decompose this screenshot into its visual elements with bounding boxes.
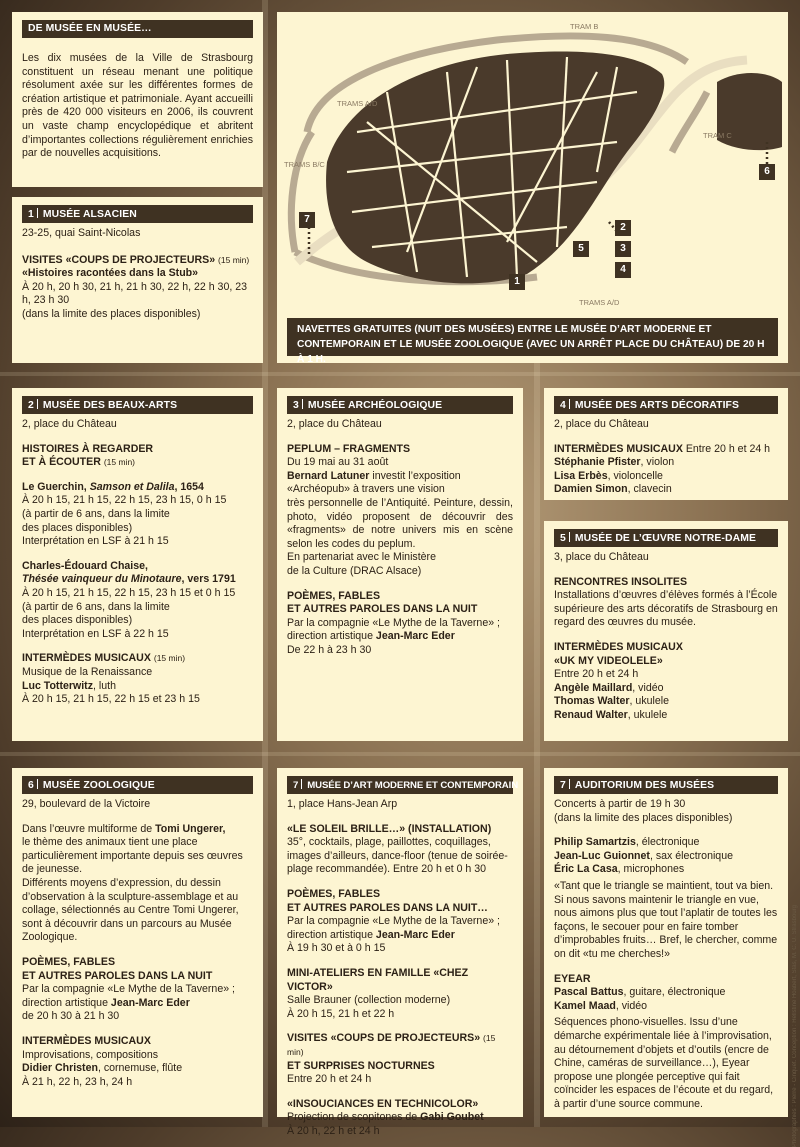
- m3-h1: PEPLUM – FRAGMENTS: [287, 442, 411, 455]
- m2-h2: INTERMÈDES MUSICAUX: [22, 652, 151, 665]
- m2-w2-artist: Charles-Édouard Chaise,: [22, 559, 148, 572]
- m3-director: Jean-Marc Eder: [375, 630, 455, 643]
- m7b-intro1: Concerts à partir de 19 h 30: [554, 798, 686, 810]
- museum-7-modern-number: 7: [293, 780, 299, 791]
- m3-partner2: de la Culture (DRAC Alsace): [287, 564, 422, 577]
- m5-desc: Installations d’œuvres d’élèves formés à l’École supérieure des arts décoratifs de Strasbourg en regard des œuvres du musée.: [554, 589, 778, 629]
- m7a-h4b: ET SURPRISES NOCTURNES: [287, 1059, 435, 1072]
- m7b-p3: Éric La Casa: [554, 863, 618, 876]
- m7a-times2: À 19 h 30 et à 0 h 15: [287, 942, 386, 955]
- m6-d3: Différents moyens d’expression, du dessin d’observation à la sculpture-assemblage et au collage, sélectionnés au Centre Tomi Ungerer, sont à découvrir dans un parcours au Musée Zoologique.: [22, 876, 239, 944]
- m5-p2: Thomas Walter: [554, 695, 630, 708]
- m2-music: Musique de la Renaissance: [22, 665, 153, 678]
- m7a-h1: «LE SOLEIL BRILLE…» (INSTALLATION): [287, 822, 492, 835]
- museum-5-header: [554, 529, 778, 547]
- m5-p2-role: , ukulele: [629, 695, 670, 708]
- m6-h1a: POÈMES, FABLES: [22, 955, 116, 968]
- m5-h1: RENCONTRES INSOLITES: [554, 575, 688, 588]
- intro-panel: [12, 12, 263, 187]
- museum-7-auditorium-header: [554, 776, 778, 794]
- m2-w1-artist: Le Guerchin,: [22, 480, 87, 493]
- m7a-times3: À 20 h 15, 21 h et 22 h: [287, 1007, 395, 1020]
- museum-7-auditorium-panel: [544, 768, 788, 1117]
- m7a-dir-label: direction artistique: [287, 928, 376, 941]
- m2-h2-duration: (15 min): [153, 653, 186, 664]
- m7a-times5: À 20 h, 22 h et 24 h: [287, 1124, 380, 1137]
- museum-3-address: 2, place du Château: [287, 418, 382, 430]
- m5-p3: Renaud Walter: [554, 708, 628, 721]
- m2-w2-note1: (à partir de 6 ans, dans la limite: [22, 600, 170, 613]
- museum-1-address: 23-25, quai Saint-Nicolas: [22, 227, 141, 239]
- m4-p1-role: , violon: [640, 456, 675, 469]
- m2-w2-note2: des places disponibles): [22, 614, 133, 627]
- museum-1-panel: [12, 197, 263, 363]
- museum-4-number: 4: [560, 400, 566, 411]
- m7a-h2a: POÈMES, FABLES: [287, 887, 381, 900]
- m2-w2-year: , vers 1791: [181, 573, 236, 586]
- map-marker-6: 6: [759, 164, 775, 180]
- bg-column: [534, 360, 540, 1127]
- museum-5-number: 5: [560, 533, 566, 544]
- m2-w1-year: , 1654: [174, 480, 204, 493]
- m7b-p3-role: , microphones: [617, 863, 685, 876]
- m7b-q2: Kamel Maad: [554, 999, 616, 1012]
- m7a-director: Jean-Marc Eder: [375, 928, 455, 941]
- m6-music-times: À 21 h, 22 h, 23 h, 24 h: [22, 1075, 133, 1088]
- m6-performer: Didier Christen: [22, 1062, 98, 1075]
- m6-company: Par la compagnie «Le Mythe de la Taverne» ;: [22, 983, 235, 996]
- m7a-h3: MINI-ATELIERS EN FAMILLE «CHEZ VICTOR»: [287, 966, 469, 993]
- m3-dir-label: direction artistique: [287, 630, 376, 643]
- m7a-h4-duration: (15 min): [287, 1033, 496, 1057]
- m2-performer: Luc Totterwitz: [22, 679, 94, 692]
- m6-dir-label: direction artistique: [22, 996, 111, 1009]
- m7a-company: Par la compagnie «Le Mythe de la Taverne» ;: [287, 915, 500, 928]
- m7b-intro2: (dans la limite des places disponibles): [554, 811, 733, 824]
- m3-company: Par la compagnie «Le Mythe de la Taverne» ;: [287, 616, 500, 629]
- museum-1-number: 1: [28, 209, 34, 220]
- museum-5-address: 3, place du Château: [554, 551, 649, 563]
- m7b-p1: Philip Samartzis: [554, 836, 636, 849]
- m7a-d5-name: Gabi Goubet: [420, 1111, 484, 1124]
- m2-h1-duration: (15 min): [103, 457, 136, 468]
- museum-1-header: [22, 205, 253, 223]
- intro-text: Les dix musées de la Ville de Strasbourg constituent un réseau menant une politique résolument axée sur les différentes formes de création artistique et patrimoniale. Ayant accueilli près de 420 000 visiteurs en 2006, ils couvrent un vaste champ encyclopédique et abritent d’importantes collections régulièrement enrichies par de nouvelles acquisitions.: [22, 52, 253, 160]
- m5-p1: Angèle Maillard: [554, 681, 633, 694]
- m4-h1: INTERMÈDES MUSICAUX: [554, 442, 683, 455]
- m3-h2b: ET AUTRES PAROLES DANS LA NUIT: [287, 603, 478, 616]
- m2-w1-note1: (à partir de 6 ans, dans la limite: [22, 507, 170, 520]
- m6-h1b: ET AUTRES PAROLES DANS LA NUIT: [22, 969, 213, 982]
- m1-visit-subtitle: «Histoires racontées dans la Stub»: [22, 267, 199, 280]
- museum-7-modern-panel: [277, 768, 523, 1137]
- museum-7-modern-address: 1, place Hans-Jean Arp: [287, 798, 398, 810]
- m3-partner1: En partenariat avec le Ministère: [287, 551, 436, 564]
- m5-p3-role: , ukulele: [627, 708, 668, 721]
- museum-7-auditorium-number: 7: [560, 780, 566, 791]
- m6-d1-name: Tomi Ungerer,: [155, 822, 226, 835]
- m7b-p2-role: , sax électronique: [649, 849, 733, 862]
- m6-d2: le thème des animaux tient une place particulièrement importante depuis ses œuvres de jeunesse.: [22, 836, 243, 876]
- museum-7-auditorium-title: AUDITORIUM DES MUSÉES: [574, 780, 715, 791]
- map-marker-7: 7: [299, 212, 315, 228]
- museum-2-title: MUSÉE DES BEAUX-ARTS: [42, 400, 178, 411]
- m2-performer-role: , luth: [93, 679, 116, 692]
- m2-h1b: ET À ÉCOUTER: [22, 456, 101, 469]
- bg-beam: [0, 372, 800, 376]
- m6-h2: INTERMÈDES MUSICAUX: [22, 1034, 151, 1047]
- museum-2-address: 2, place du Château: [22, 418, 117, 430]
- museum-3-header: [287, 396, 513, 414]
- museum-1-title: MUSÉE ALSACIEN: [42, 209, 137, 220]
- m2-w2-lsf: Interprétation en LSF à 22 h 15: [22, 627, 169, 640]
- m5-h2b: «UK MY VIDEOLELE»: [554, 654, 663, 667]
- museum-3-title: MUSÉE ARCHÉOLOGIQUE: [307, 400, 443, 411]
- map-marker-5: 5: [573, 241, 589, 257]
- museum-4-address: 2, place du Château: [554, 418, 649, 430]
- m4-p3-role: , clavecin: [627, 483, 672, 496]
- m7a-h4a: VISITES «COUPS DE PROJECTEURS»: [287, 1032, 481, 1045]
- bg-beam: [0, 752, 800, 756]
- m7b-q1: Pascal Battus: [554, 986, 624, 999]
- m7a-d1: 35°, cocktails, plage, paillottes, coquillages, images d’ailleurs, dance-floor (tenue de soirée-plage recommandée). Entre 20 h et 0 h 30: [287, 836, 508, 876]
- m6-music: Improvisations, compositions: [22, 1048, 159, 1061]
- m1-times: À 20 h, 20 h 30, 21 h, 21 h 30, 22 h, 22 h 30, 23 h, 23 h 30: [22, 280, 248, 307]
- m3-dates: Du 19 mai au 31 août: [287, 456, 389, 469]
- label-tram-b: TRAM B: [570, 22, 599, 31]
- museum-4-panel: [544, 388, 788, 500]
- intro-title: DE MUSÉE EN MUSÉE…: [22, 20, 253, 38]
- m4-p2: Lisa Erbès: [554, 469, 608, 482]
- photo-credit: Photographies : Pierre - Cinquet. Conception : Hellstine Hoabert, Stas, M. C. U. Strasbourg: [792, 905, 798, 1147]
- m7a-d5: Projection de scopitones de: [287, 1111, 421, 1124]
- map-marker-3: 3: [615, 241, 631, 257]
- m2-w2-times: À 20 h 15, 21 h 15, 22 h 15, 23 h 15 et 0 h 15: [22, 586, 236, 599]
- museum-3-panel: [277, 388, 523, 741]
- m2-music-times: À 20 h 15, 21 h 15, 22 h 15 et 23 h 15: [22, 693, 200, 706]
- label-trams-bc: TRAMS B/C: [284, 160, 325, 169]
- museum-6-number: 6: [28, 780, 34, 791]
- m1-visit-duration: (15 min): [218, 254, 250, 265]
- m2-h1a: HISTOIRES À REGARDER: [22, 442, 154, 455]
- m3-times: De 22 h à 23 h 30: [287, 643, 372, 656]
- m4-p1: Stéphanie Pfister: [554, 456, 641, 469]
- label-trams-ad-bottom: TRAMS A/D: [579, 298, 620, 307]
- city-map: [277, 12, 788, 312]
- m7b-quote: «Tant que le triangle se maintient, tout va bien. Si nous savons maintenir le triangle en vue, nous aimons plus que tout l’aplatir de toutes les façons, le secouer pour en faire tomber d’improbables fruits… Bref, le chercher, comme on dit «tu me cherches!»: [554, 879, 778, 960]
- museum-7-modern-header: [287, 776, 519, 794]
- m1-note: (dans la limite des places disponibles): [22, 307, 201, 320]
- map-marker-1: 1: [509, 274, 525, 290]
- museum-7-modern-title: MUSÉE D’ART MODERNE ET CONTEMPORAIN: [307, 780, 519, 791]
- m3-h2a: POÈMES, FABLES: [287, 589, 381, 602]
- m4-p2-role: , violoncelle: [607, 469, 663, 482]
- m7b-p1-role: , électronique: [635, 836, 700, 849]
- m2-w2-title: Thésée vainqueur du Minotaure: [22, 573, 182, 586]
- m3-desc1: investit l’exposition: [369, 469, 461, 482]
- m5-p1-role: , vidéo: [632, 681, 664, 694]
- map-marker-4: 4: [615, 262, 631, 278]
- m6-times: de 20 h 30 à 21 h 30: [22, 1010, 120, 1023]
- m7a-place3: Salle Brauner (collection moderne): [287, 994, 451, 1007]
- m2-w1-note2: des places disponibles): [22, 521, 133, 534]
- museum-6-header: [22, 776, 253, 794]
- m2-w1-lsf: Interprétation en LSF à 21 h 15: [22, 535, 169, 548]
- m3-artist: Bernard Latuner: [287, 469, 370, 482]
- map-panel: [277, 12, 788, 363]
- map-marker-2: 2: [615, 220, 631, 236]
- m3-desc2: «Archéopub» à travers une vision: [287, 483, 445, 496]
- m7b-p2: Jean-Luc Guionnet: [554, 849, 650, 862]
- museum-2-number: 2: [28, 400, 34, 411]
- m5-h2: INTERMÈDES MUSICAUX: [554, 640, 683, 653]
- m7b-desc: Séquences phono-visuelles. Issu d’une démarche expérimentale liée à l’improvisation, au détournement d’objets et d’outils (encre de Chine, caméras de surveillance…), Eyear propose une plongée perceptive qui fait coïncider les espaces de l’écoute et du regard, à partir d’une source commune.: [554, 1016, 774, 1110]
- m2-w1-times: À 20 h 15, 21 h 15, 22 h 15, 23 h 15, 0 h 15: [22, 494, 227, 507]
- shuttle-banner: NAVETTES GRATUITES (NUIT DES MUSÉES) ENTRE LE MUSÉE D’ART MODERNE ET CONTEMPORAIN ET LE MUSÉE ZOOLOGIQUE (AVEC UN ARRÊT PLACE DU CHÂTEAU) DE 20 H À 1 H.: [287, 318, 778, 356]
- museum-6-title: MUSÉE ZOOLOGIQUE: [42, 780, 155, 791]
- m3-desc3: très personnelle de l’Antiquité. Peinture, dessin, photo, vidéo proposent de découvrir des «fragments» de notre univers mis en scène selon les codes du peplum.: [287, 496, 513, 550]
- museum-4-header: [554, 396, 778, 414]
- museum-2-panel: [12, 388, 263, 741]
- m6-performer-role: , cornemuse, flûte: [97, 1062, 183, 1075]
- museum-5-title: MUSÉE DE L’ŒUVRE NOTRE-DAME: [574, 533, 756, 544]
- m7b-h2: EYEAR: [554, 972, 591, 985]
- m6-d1: Dans l’œuvre multiforme de: [22, 822, 156, 835]
- museum-4-title: MUSÉE DES ARTS DÉCORATIFS: [574, 400, 740, 411]
- m7a-times4: Entre 20 h et 24 h: [287, 1073, 372, 1086]
- m4-h1-times: Entre 20 h et 24 h: [682, 442, 771, 455]
- m7b-q1-role: , guitare, électronique: [623, 986, 726, 999]
- museum-3-number: 3: [293, 400, 299, 411]
- label-trams-ad-top: TRAMS A/D: [337, 99, 378, 108]
- museum-2-header: [22, 396, 253, 414]
- m7a-h5: «INSOUCIANCES EN TECHNICOLOR»: [287, 1097, 479, 1110]
- label-tram-c: TRAM C: [703, 131, 732, 140]
- museum-5-panel: [544, 521, 788, 741]
- m2-w1-title: Samson et Dalila: [89, 480, 175, 493]
- m7a-h2b: ET AUTRES PAROLES DANS LA NUIT…: [287, 901, 488, 914]
- m1-visit-title: VISITES «COUPS DE PROJECTEURS»: [22, 253, 216, 266]
- m5-times: Entre 20 h et 24 h: [554, 668, 639, 681]
- m6-director: Jean-Marc Eder: [110, 996, 190, 1009]
- museum-6-panel: [12, 768, 263, 1117]
- museum-6-address: 29, boulevard de la Victoire: [22, 798, 151, 810]
- m7b-q2-role: , vidéo: [615, 999, 648, 1012]
- m4-p3: Damien Simon: [554, 483, 628, 496]
